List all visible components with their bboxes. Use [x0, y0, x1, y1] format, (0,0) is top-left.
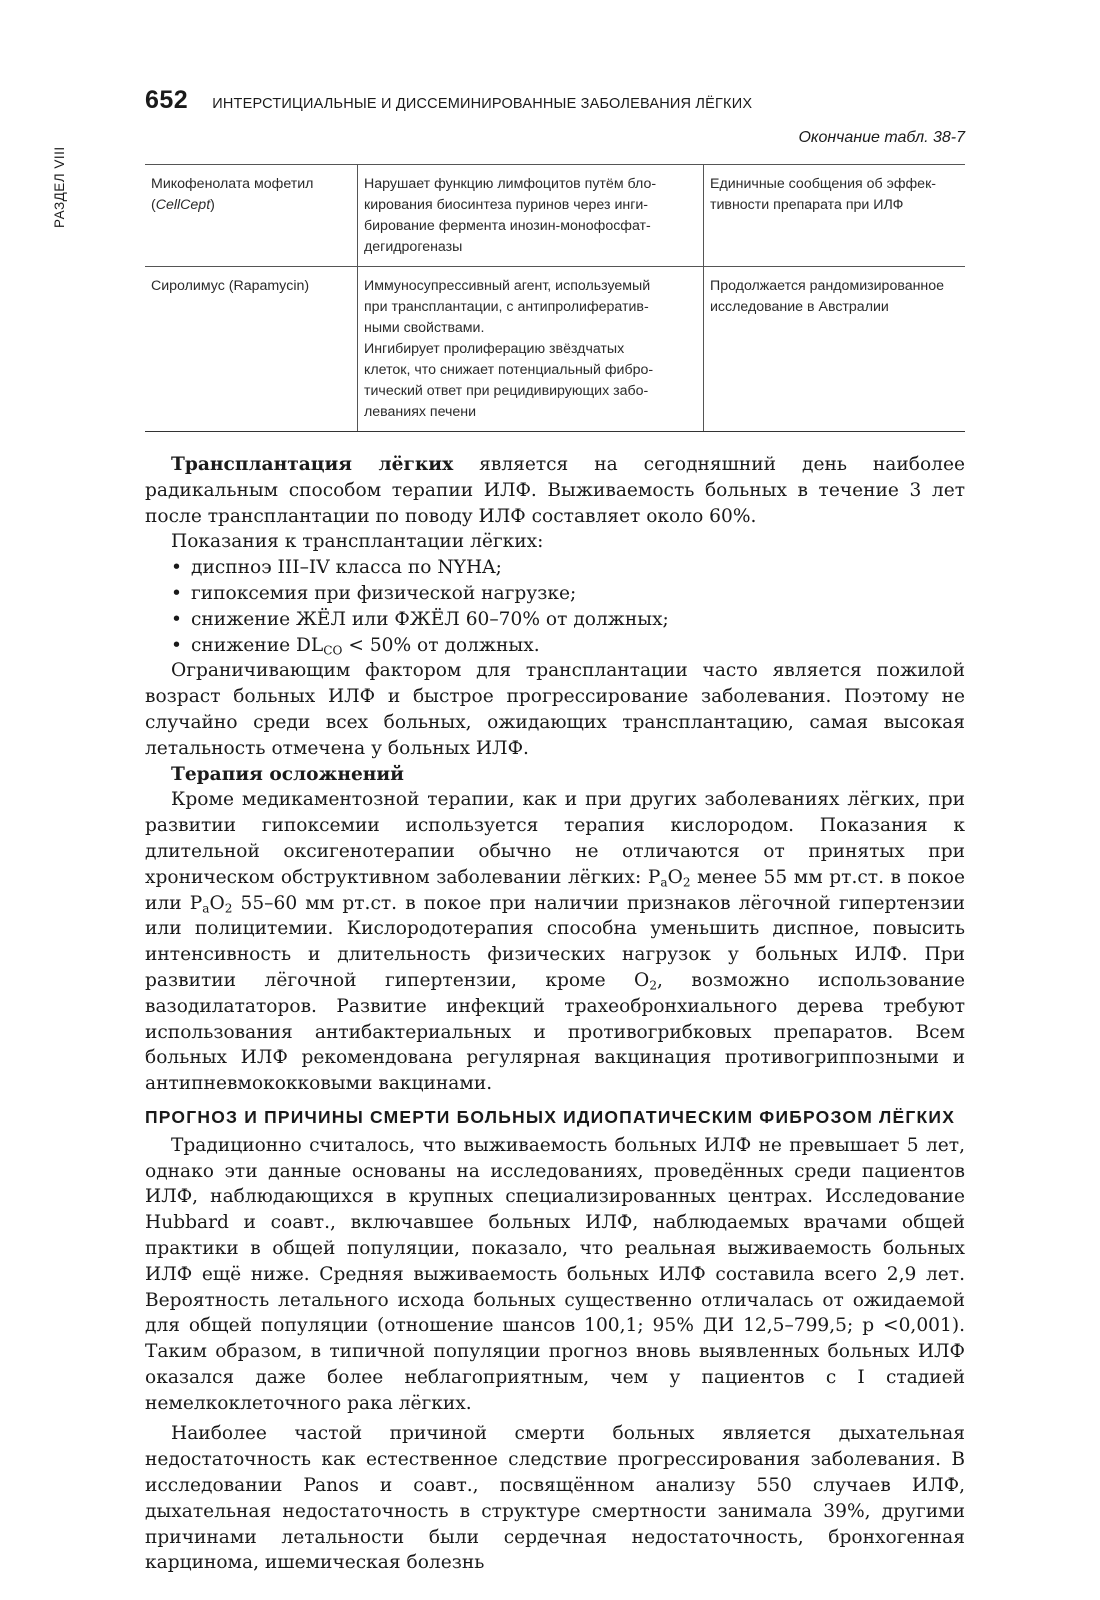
paragraph-indications: Показания к трансплантации лёгких: [171, 531, 544, 553]
subscript: a [660, 875, 668, 890]
cell-line: Нарушает функцию лимфоцитов путём бло- [364, 176, 657, 192]
cell-line: тивности препарата при ИЛФ [710, 197, 904, 213]
subscript: a [202, 901, 210, 916]
list-item-text: диспноэ III–IV класса по NYHA; [191, 557, 502, 579]
cell-line: Микофенолата мофетил [151, 176, 314, 192]
subscript: 2 [649, 978, 657, 993]
list-item-text: гипоксемия при физической нагрузке; [191, 582, 577, 604]
list-item [145, 555, 965, 581]
lead-term: Трансплантация лёгких [171, 454, 454, 475]
note-cell [704, 267, 966, 432]
mechanism-cell [358, 267, 704, 432]
section-side-label: РАЗДЕЛ VIII [52, 146, 67, 228]
indications-list [145, 555, 965, 658]
cell-line: леваниях печени [364, 404, 477, 420]
cell-line: Единичные сообщения об эффек- [710, 176, 936, 192]
cell-line: кирования биосинтеза пуринов через инги- [364, 197, 649, 213]
cell-line: исследование в Австралии [710, 299, 889, 315]
paragraph-transplant [145, 452, 965, 529]
list-item [145, 581, 965, 607]
paragraph-text: является на сегодняшний день наиболее радикальным способом терапии ИЛФ. Выживаемость больных в течение 3 лет после трансплантации по поводу ИЛФ составляет около 60%. [145, 454, 965, 527]
note-cell [704, 165, 966, 267]
page-number: 652 [145, 86, 189, 114]
paragraph-limiting-factor: Ограничивающим фактором для трансплантации часто является пожилой возраст больных ИЛФ и быстрое прогрессирование заболевания. Поэтому не случайно среди всех больных, ожидающих трансплантацию, самая высокая летальность отмечена у больных ИЛФ. [145, 660, 965, 759]
table-row [145, 267, 965, 432]
page-header [145, 86, 965, 115]
cell-line-italic: CellCept [155, 197, 211, 213]
cell-line: Иммуносупрессивный агент, используемый [364, 278, 651, 294]
bullet-icon: • [171, 557, 182, 579]
cell-line: (CellCept) [151, 197, 215, 213]
paragraph-prognosis: Традиционно считалось, что выживаемость больных ИЛФ не превышает 5 лет, однако эти данные основаны на исследованиях, проведённых среди пациентов ИЛФ, наблюдающихся в крупных специализированных центрах. Исследование Hubbard и соавт., включавшее больных ИЛФ, наблюдаемых врачами общей практики в общей популяции, показало, что реальная выживаемость больных ИЛФ ещё ниже. Средняя выживаемость больных ИЛФ составила всего 2,9 лет. Вероятность летального исхода больных существенно отличалась от ожидаемой для общей популяции (отношение шансов 100,1; 95% ДИ 12,5–799,5; p <0,001). Таким образом, в типичной популяции прогноз вновь выявленных больных ИЛФ оказался даже более неблагоприятным, чем у пациентов с I стадией немелкоклеточного рака лёгких. [145, 1134, 965, 1414]
text-run: снижение DL [191, 634, 324, 656]
cell-line: Ингибирует пролиферацию звёздчатых [364, 341, 625, 357]
cell-line: бирование фермента инозин-монофосфат- [364, 218, 651, 234]
subscript: 2 [224, 901, 233, 916]
bullet-icon: • [171, 634, 182, 656]
list-item-text: снижение ЖЁЛ или ФЖЁЛ 60–70% от должных; [191, 608, 669, 630]
text-run: менее 55 мм рт.ст. в покое или P [145, 866, 965, 914]
drug-table [145, 164, 965, 432]
cell-line: при трансплантации, с антипролифератив- [364, 299, 649, 315]
cell-line: дегидрогеназы [364, 239, 463, 255]
bullet-icon: • [171, 582, 182, 604]
list-item [145, 633, 965, 659]
drug-name-cell [145, 165, 358, 267]
subscript: 2 [682, 875, 691, 890]
text-run: < 50% от должных. [342, 634, 540, 656]
cell-line: клеток, что снижает потенциальный фибро- [364, 362, 654, 378]
text-run: O [209, 892, 225, 914]
drug-name-cell [145, 267, 358, 432]
subscript: CO [323, 643, 343, 658]
body-text [145, 452, 965, 1576]
text-run: 55–60 мм рт.ст. в покое при наличии признаков лёгочной гипертензии или полицитемии. Кислородотерапия способна уменьшить диспное, повысить интенсивность и длительность физических нагрузок у больных ИЛФ. При развитии лёгочной гипертензии, кроме O [145, 892, 965, 991]
paragraph-causes-of-death: Наиболее частой причиной смерти больных является дыхательная недостаточность как естественное следствие прогрессирования заболевания. В исследовании Panos и соавт., посвящённом анализу 550 случаев ИЛФ, дыхательная недостаточность в структуре смертности занимала 39%, другими причинами летальности были сердечная недостаточность, бронхогенная карцинома, ишемическая болезнь [145, 1423, 965, 1574]
paragraph-oxygen-therapy [145, 787, 965, 1097]
text-run: O [667, 866, 683, 888]
running-title: ИНТЕРСТИЦИАЛЬНЫЕ И ДИССЕМИНИРОВАННЫЕ ЗАБОЛЕВАНИЯ ЛЁГКИХ [212, 96, 753, 112]
text-run: , возможно использование вазодилататоров. Развитие инфекций трахеобронхиального дерева требуют использования антибактериальных и противогрибковых препаратов. Всем больных ИЛФ рекомендована регулярная вакцинация противогриппозными и антипневмококковыми вакцинами. [145, 969, 965, 1095]
list-item-text [171, 633, 540, 659]
list-item [145, 607, 965, 633]
cell-line: тический ответ при рецидивирующих забо- [364, 383, 649, 399]
section-heading: ПРОГНОЗ И ПРИЧИНЫ СМЕРТИ БОЛЬНЫХ ИДИОПАТИЧЕСКИМ ФИБРОЗОМ ЛЁГКИХ [145, 1106, 956, 1127]
cell-line: ными свойствами. [364, 320, 485, 336]
cell-line: Сиролимус (Rapamycin) [151, 278, 310, 294]
text-run: Кроме медикаментозной терапии, как и при других заболеваниях лёгких, при развитии гипоксемии используется терапия кислородом. Показания к длительной оксигенотерапии обычно не отличаются от принятых при хроническом обструктивном заболевании лёгких: P [145, 789, 965, 888]
table-row [145, 165, 965, 267]
bullet-icon: • [171, 608, 182, 630]
subheading-complications: Терапия осложнений [171, 763, 404, 785]
table-caption: Окончание табл. 38-7 [798, 129, 965, 146]
cell-line: Продолжается рандомизированное [710, 278, 945, 294]
mechanism-cell [358, 165, 704, 267]
